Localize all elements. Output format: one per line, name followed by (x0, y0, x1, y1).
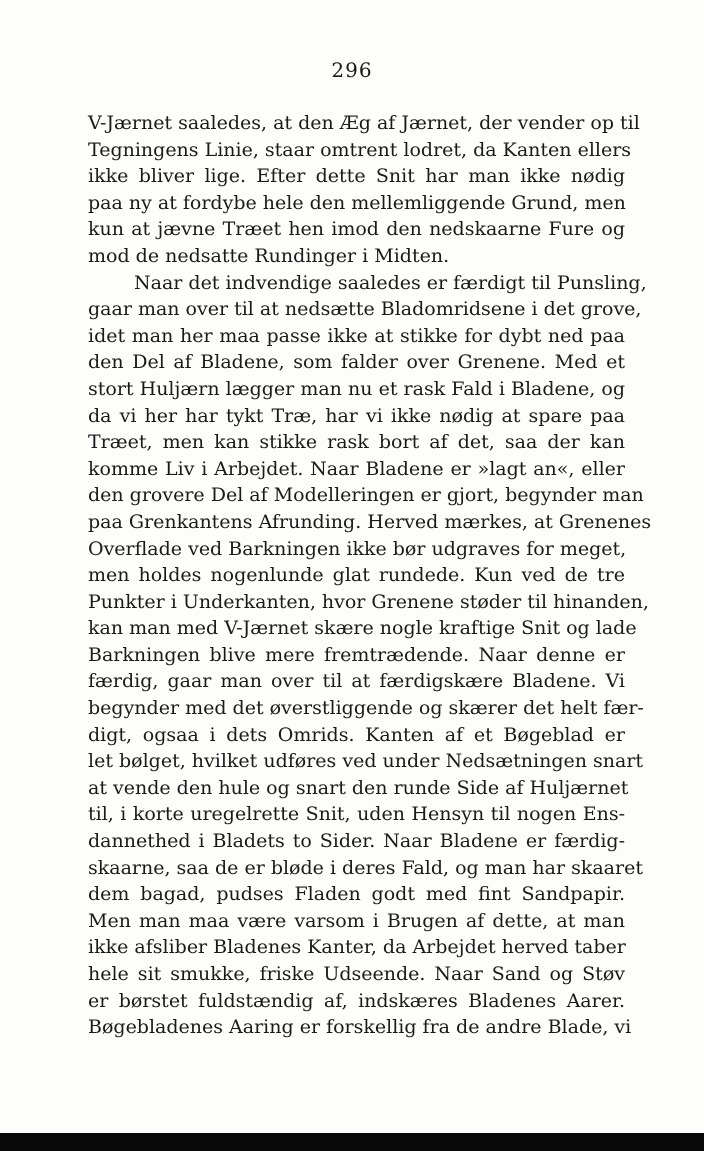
text-line: dannethed i Bladets to Sider. Naar Bladene er færdig- (88, 830, 625, 853)
text-line: færdig, gaar man over til at færdigskære Bladene. Vi (88, 670, 625, 693)
text-line: dem bagad, pudses Fladen godt med fint Sandpapir. (88, 883, 625, 906)
body-text (88, 110, 652, 1041)
text-line: V-Jærnet saaledes, at den Æg af Jærnet, der vender op til (88, 112, 640, 134)
text-line: Bøgebladenes Aaring er forskellig fra de andre Blade, vi (88, 1016, 632, 1039)
text-line: let bølget, hvilket udføres ved under Nedsætningen snart (88, 750, 644, 773)
scan-border (0, 1133, 704, 1151)
text-line: Men man maa være varsom i Brugen af dette, at man (88, 909, 625, 932)
text-line: ikke bliver lige. Efter dette Snit har man ikke nødig (88, 165, 625, 188)
text-line: til, i korte uregelrette Snit, uden Hensyn til nogen Ens- (88, 803, 625, 826)
text-line: digt, ogsaa i dets Omrids. Kanten af et Bøgeblad er (88, 723, 625, 746)
text-line: hele sit smukke, friske Udseende. Naar Sand og Støv (88, 963, 625, 985)
text-line: er børstet fuldstændig af, indskæres Bladenes Aarer. (88, 989, 625, 1012)
text-line: paa ny at fordybe hele den mellemliggende Grund, men (88, 191, 626, 214)
text-line: komme Liv i Arbejdet. Naar Bladene er »lagt an«, eller (88, 457, 625, 480)
text-line: kun at jævne Træet hen imod den nedskaarne Fure og (88, 218, 625, 241)
text-line: Punkter i Underkanten, hvor Grenene støder til hinanden, (88, 590, 649, 613)
text-line: den Del af Bladene, som falder over Grenene. Med et (88, 351, 625, 374)
text-line: ikke afsliber Bladenes Kanter, da Arbejdet herved taber (88, 936, 626, 959)
text-line: begynder med det øverstliggende og skærer det helt fær- (88, 697, 644, 720)
text-line: Træet, men kan stikke rask bort af det, saa der kan (88, 431, 625, 454)
text-line: Tegningens Linie, staar omtrent lodret, da Kanten ellers (88, 138, 632, 161)
text-line: stort Huljærn lægger man nu et rask Fald i Bladene, og (88, 377, 625, 400)
text-line: mod de nedsatte Rundinger i Midten. (88, 244, 450, 267)
page-number: 296 (331, 58, 373, 82)
text-line: den grovere Del af Modelleringen er gjort, begynder man (88, 484, 644, 507)
text-line: at vende den hule og snart den runde Side af Huljærnet (88, 776, 629, 799)
text-line: kan man med V-Jærnet skære nogle kraftige Snit og lade (88, 617, 637, 640)
text-line: paa Grenkantens Afrunding. Herved mærkes, at Grenenes (88, 510, 652, 533)
text-line: idet man her maa passe ikke at stikke for dybt ned paa (88, 324, 625, 347)
text-line: Barkningen blive mere fremtrædende. Naar denne er (88, 643, 625, 666)
text-line: gaar man over til at nedsætte Bladomridsene i det grove, (88, 298, 642, 321)
text-line: skaarne, saa de er bløde i deres Fald, og man har skaaret (88, 856, 643, 879)
text-line: Overflade ved Barkningen ikke bør udgraves for meget, (88, 537, 627, 560)
text-line: da vi her har tykt Træ, har vi ikke nødig at spare paa (88, 404, 625, 427)
text-line: men holdes nogenlunde glat rundede. Kun ved de tre (88, 564, 625, 587)
text-line: Naar det indvendige saaledes er færdigt til Punsling, (134, 271, 647, 294)
